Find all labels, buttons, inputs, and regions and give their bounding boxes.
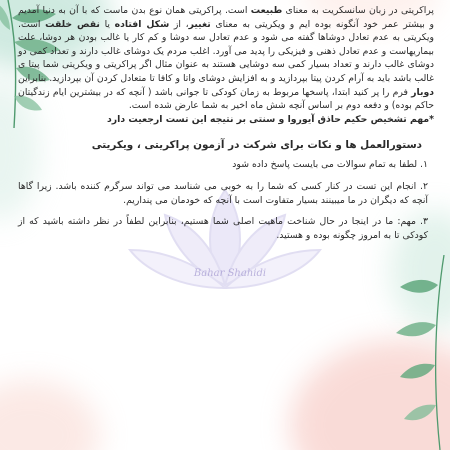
watermark-signature: Bahar Shahidi [193, 268, 267, 279]
intro-bold-term: شکل افتاده [114, 18, 170, 30]
rule-item: ۱. لطفا به تمام سوالات می بایست پاسخ داده شود [232, 159, 428, 171]
intro-text: یا [99, 18, 115, 30]
pink-watercolor-wash [0, 380, 100, 450]
intro-text: است. ویکریتی به عدم تعادل دوشاها گفته می شود و عدم تعادل سه دوشا و کم کار یا غالب بودن هر دوشا، علت بیماریهاست و عدم تعادل ذهنی و فیزیکی را پدید می آورد. اغلب مردم یک دوشای غالب دارند و تعداد کمی دو دوشای غالب دارند و تعداد بسیار کمی سه دوشایی هستند به عنوان مثال اگر پراکریتی و ویکریتی شما پیتا ی غالب باشد باید به آرام کردن پیتا بپردازید و به افزایش دوشای واتا و کافا تا متعادل کردن آن بپردازید. بنابراین [18, 18, 434, 84]
intro-bold-term: طبیعت [250, 5, 283, 16]
leaf-branch-icon [390, 255, 450, 450]
intro-text: است. پراکریتی همان نوع بدن ماست که با آن به دنیا آمدیم و بیشتر عمر خود آنگونه بوده ایم و ویکریتی به معنای [18, 5, 434, 30]
intro-text: پراکریتی در زبان سانسکریت به معنای [282, 5, 435, 16]
document-content [18, 4, 434, 250]
important-note: *مهم تشخیص حکیم حاذق آیوروا و سنتی بر نتیجه این تست ارجعیت دارد [107, 113, 434, 125]
intro-bold-term: تغییر [188, 18, 211, 30]
intro-text: ، از [169, 18, 189, 30]
intro-text: فرم را پر کنید ابتدا، پاسخها مربوط به زمان کودکی تا جوانی باشد ( آنچه که در بیشترین ایام زندگیتان حاکم بوده) و دفعه دوم بر اساس آنچه شش ماه اخیر به شما عارض شده است. [18, 86, 434, 112]
intro-paragraph [18, 4, 434, 113]
intro-bold-term: نقص خلقت [45, 18, 100, 30]
section-title: دستورالعمل ها و نکات برای شرکت در آزمون پراکریتی ، ویکریتی [91, 139, 422, 152]
intro-bold-term: دوبار [411, 86, 434, 98]
rule-item: ۳. مهم: ما در اینجا در حال شناخت ماهیت اصلی شما هستیم، بنابراین لطفاً در نظر داشته باشید که از کودکی تا به امروز چگونه بوده و هستید. [18, 216, 428, 241]
rule-item: ۲. انجام این تست در کنار کسی که شما را به خوبی می شناسد می تواند سرگرم کننده باشد. زیرا گاها آنچه که دیگران در ما میبینند بسیار متفاوت است با آنچه که خودمان می پنداریم. [18, 180, 428, 206]
